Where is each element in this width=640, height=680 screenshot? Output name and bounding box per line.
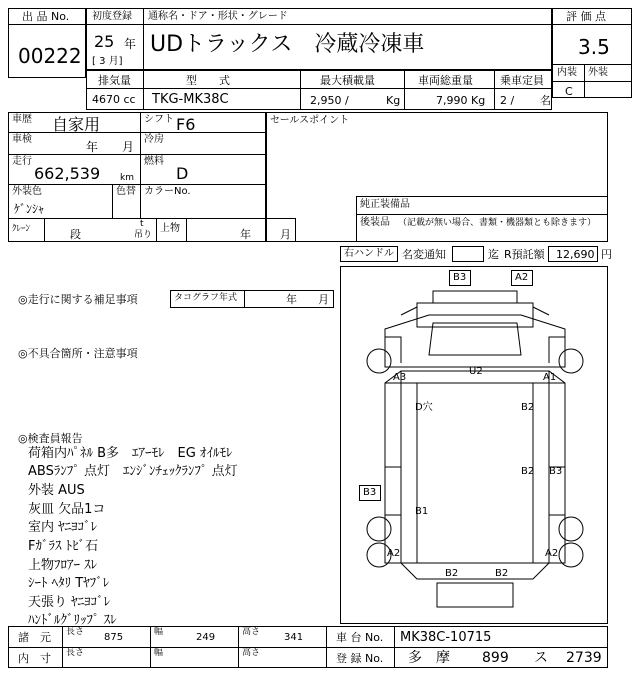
note-line: 外装 AUS (28, 483, 85, 498)
inspection-month: 月 (122, 140, 135, 154)
width-label: 幅 (154, 627, 164, 637)
mileage-value: 662,539 (34, 164, 101, 183)
truck-diagram (340, 266, 608, 624)
note-line: ﾊﾝﾄﾞﾙｸﾞﾘｯﾌﾟ ｽﾚ (28, 613, 117, 628)
max-load: 2,950 / (310, 94, 349, 107)
damage-mark: A2 (515, 272, 529, 283)
note-line: 室内 ﾔﾆﾖｺﾞﾚ (28, 520, 98, 535)
truck-outline (341, 267, 607, 623)
registration-number: 2739 (566, 650, 602, 666)
note-line: Fｶﾞﾗｽ ﾄﾋﾞ石 (28, 539, 99, 554)
height-label: 高さ (242, 627, 261, 637)
chassis-number: MK38C-10715 (400, 630, 492, 645)
color-value: ｹﾞﾝｼｬ (14, 202, 45, 216)
cooler-label: 冷房 (144, 134, 164, 145)
damage-mark: B1 (415, 506, 429, 517)
shift-label: シフト (144, 114, 174, 125)
damage-mark: B3 (453, 272, 467, 283)
damage-mark: B2 (521, 466, 535, 477)
sales-point-label: セールスポイント (270, 115, 350, 126)
registration-label: 登 録 No. (336, 652, 384, 665)
capacity: 2 / (500, 94, 515, 107)
exterior-grade-label: 外装 (588, 67, 608, 78)
fuel-label: 燃料 (144, 156, 164, 167)
history-label: 車歴 (12, 114, 32, 125)
height-value: 341 (284, 632, 304, 643)
note-line: 灰皿 欠品1コ (28, 502, 106, 517)
inner-length-label: 長さ (66, 648, 85, 658)
name-change-label: 名変通知 (402, 248, 446, 261)
deck-month: 月 (280, 228, 291, 241)
history-value: 自家用 (52, 115, 101, 134)
damage-mark: A2 (545, 548, 559, 559)
capacity-unit: 名 (540, 94, 551, 107)
damage-mark: A2 (387, 548, 401, 559)
inspection-label: 車検 (12, 134, 32, 145)
car-name: UDトラックス 冷蔵冷凍車 (150, 32, 425, 57)
score-label: 評 価 点 (566, 10, 606, 23)
steering-type: 右ハンドル (344, 248, 394, 259)
width-value: 249 (196, 632, 216, 643)
driving-remark-heading: ◎走行に関する補足事項 (18, 293, 138, 306)
registration-kana: ス (534, 650, 548, 666)
first-reg-year: 25 (94, 32, 115, 51)
deck-year: 年 (240, 228, 251, 241)
year-unit: 年 (124, 37, 137, 51)
color-label: 外装色 (12, 186, 42, 197)
deck-label: 上物 (160, 223, 180, 234)
chassis-label: 車 台 No. (336, 631, 384, 644)
mileage-unit: km (120, 173, 134, 183)
length-value: 875 (104, 632, 124, 643)
inspection-year: 年 (86, 140, 99, 154)
interior-grade: C (565, 85, 573, 98)
damage-mark: A3 (393, 372, 407, 383)
damage-mark: B3 (549, 466, 563, 477)
tachograph-year: 年 (286, 293, 297, 306)
note-line: ｼｰﾄ ﾍﾀﾘ Tﾔﾌﾞﾚ (28, 576, 110, 591)
crane-hang: 吊り (134, 230, 153, 240)
registration-area: 多 摩 (408, 650, 450, 666)
interior-grade-label: 内装 (557, 67, 577, 78)
model-code: TKG-MK38C (152, 92, 229, 107)
note-line: 天張り ﾔﾆﾖｺﾞﾚ (28, 595, 111, 610)
shift-value: F6 (176, 115, 196, 134)
displacement-label: 排気量 (98, 74, 131, 87)
capacity-label: 乗車定員 (500, 74, 544, 87)
model-label: 型 式 (186, 74, 230, 87)
damage-mark: A1 (543, 372, 557, 383)
note-line: 荷箱内ﾊﾟﾈﾙ B多 ｴｱｰﾓﾚ EG ｵｲﾙﾓﾚ (28, 446, 233, 461)
genuine-equipment-label: 純正装備品 (360, 199, 410, 210)
color-code-label: カラーNo. (144, 186, 191, 197)
aftermarket-label: 後装品 (360, 217, 390, 228)
lot-label: 出 品 No. (22, 10, 70, 23)
crane-ton: t (140, 219, 144, 229)
yen-unit: 円 (601, 248, 612, 261)
score-value: 3.5 (578, 35, 610, 59)
displacement: 4670 cc (92, 93, 136, 106)
lot-number: 00222 (18, 44, 82, 68)
inner-dimensions-label: 内 寸 (18, 652, 51, 665)
name-change-cell (452, 246, 484, 262)
car-name-label: 通称名・ドア・形状・グレード (148, 11, 288, 22)
recycle-deposit-label: R預託額 (504, 248, 545, 261)
max-load-unit: Kg (386, 94, 401, 107)
damage-mark: B2 (521, 402, 535, 413)
mileage-label: 走行 (12, 156, 32, 167)
aftermarket-note: （記載が無い場合、書類・機器類とも除きます） (398, 218, 597, 228)
registration-class: 899 (482, 650, 509, 666)
crane-label: ｸﾚｰﾝ (12, 224, 31, 234)
deadline-label: 迄 (488, 248, 499, 261)
defects-heading: ◎不具合箇所・注意事項 (18, 347, 138, 360)
first-reg-month: [ 3 月] (92, 56, 123, 67)
damage-mark: D穴 (415, 402, 433, 413)
color-change-label: 色替 (116, 186, 136, 197)
inspector-heading: ◎検査員報告 (18, 432, 83, 445)
tachograph-month: 月 (318, 293, 329, 306)
max-load-label: 最大積載量 (320, 74, 375, 87)
inner-height-label: 高さ (242, 648, 261, 658)
fuel-value: D (176, 164, 189, 183)
crane-stage: 段 (70, 228, 81, 241)
spec-label: 諸 元 (18, 631, 51, 644)
length-label: 長さ (66, 627, 85, 637)
note-line: 上物ﾌﾛｱｰ ｽﾚ (28, 558, 98, 573)
gross-weight: 7,990 Kg (436, 94, 486, 107)
note-line: ABSﾗﾝﾌﾟ 点灯 ｴﾝｼﾞﾝﾁｪｯｸﾗﾝﾌﾟ 点灯 (28, 464, 238, 479)
tachograph-label: タコグラフ年式 (174, 293, 238, 303)
inner-width-label: 幅 (154, 648, 164, 658)
gross-weight-label: 車両総重量 (418, 74, 473, 87)
damage-mark: U2 (469, 366, 483, 377)
recycle-amount: 12,690 (556, 248, 595, 261)
damage-mark: B2 (445, 568, 459, 579)
first-reg-label: 初度登録 (92, 11, 132, 22)
damage-mark: B2 (495, 568, 509, 579)
damage-mark: B3 (363, 487, 377, 498)
